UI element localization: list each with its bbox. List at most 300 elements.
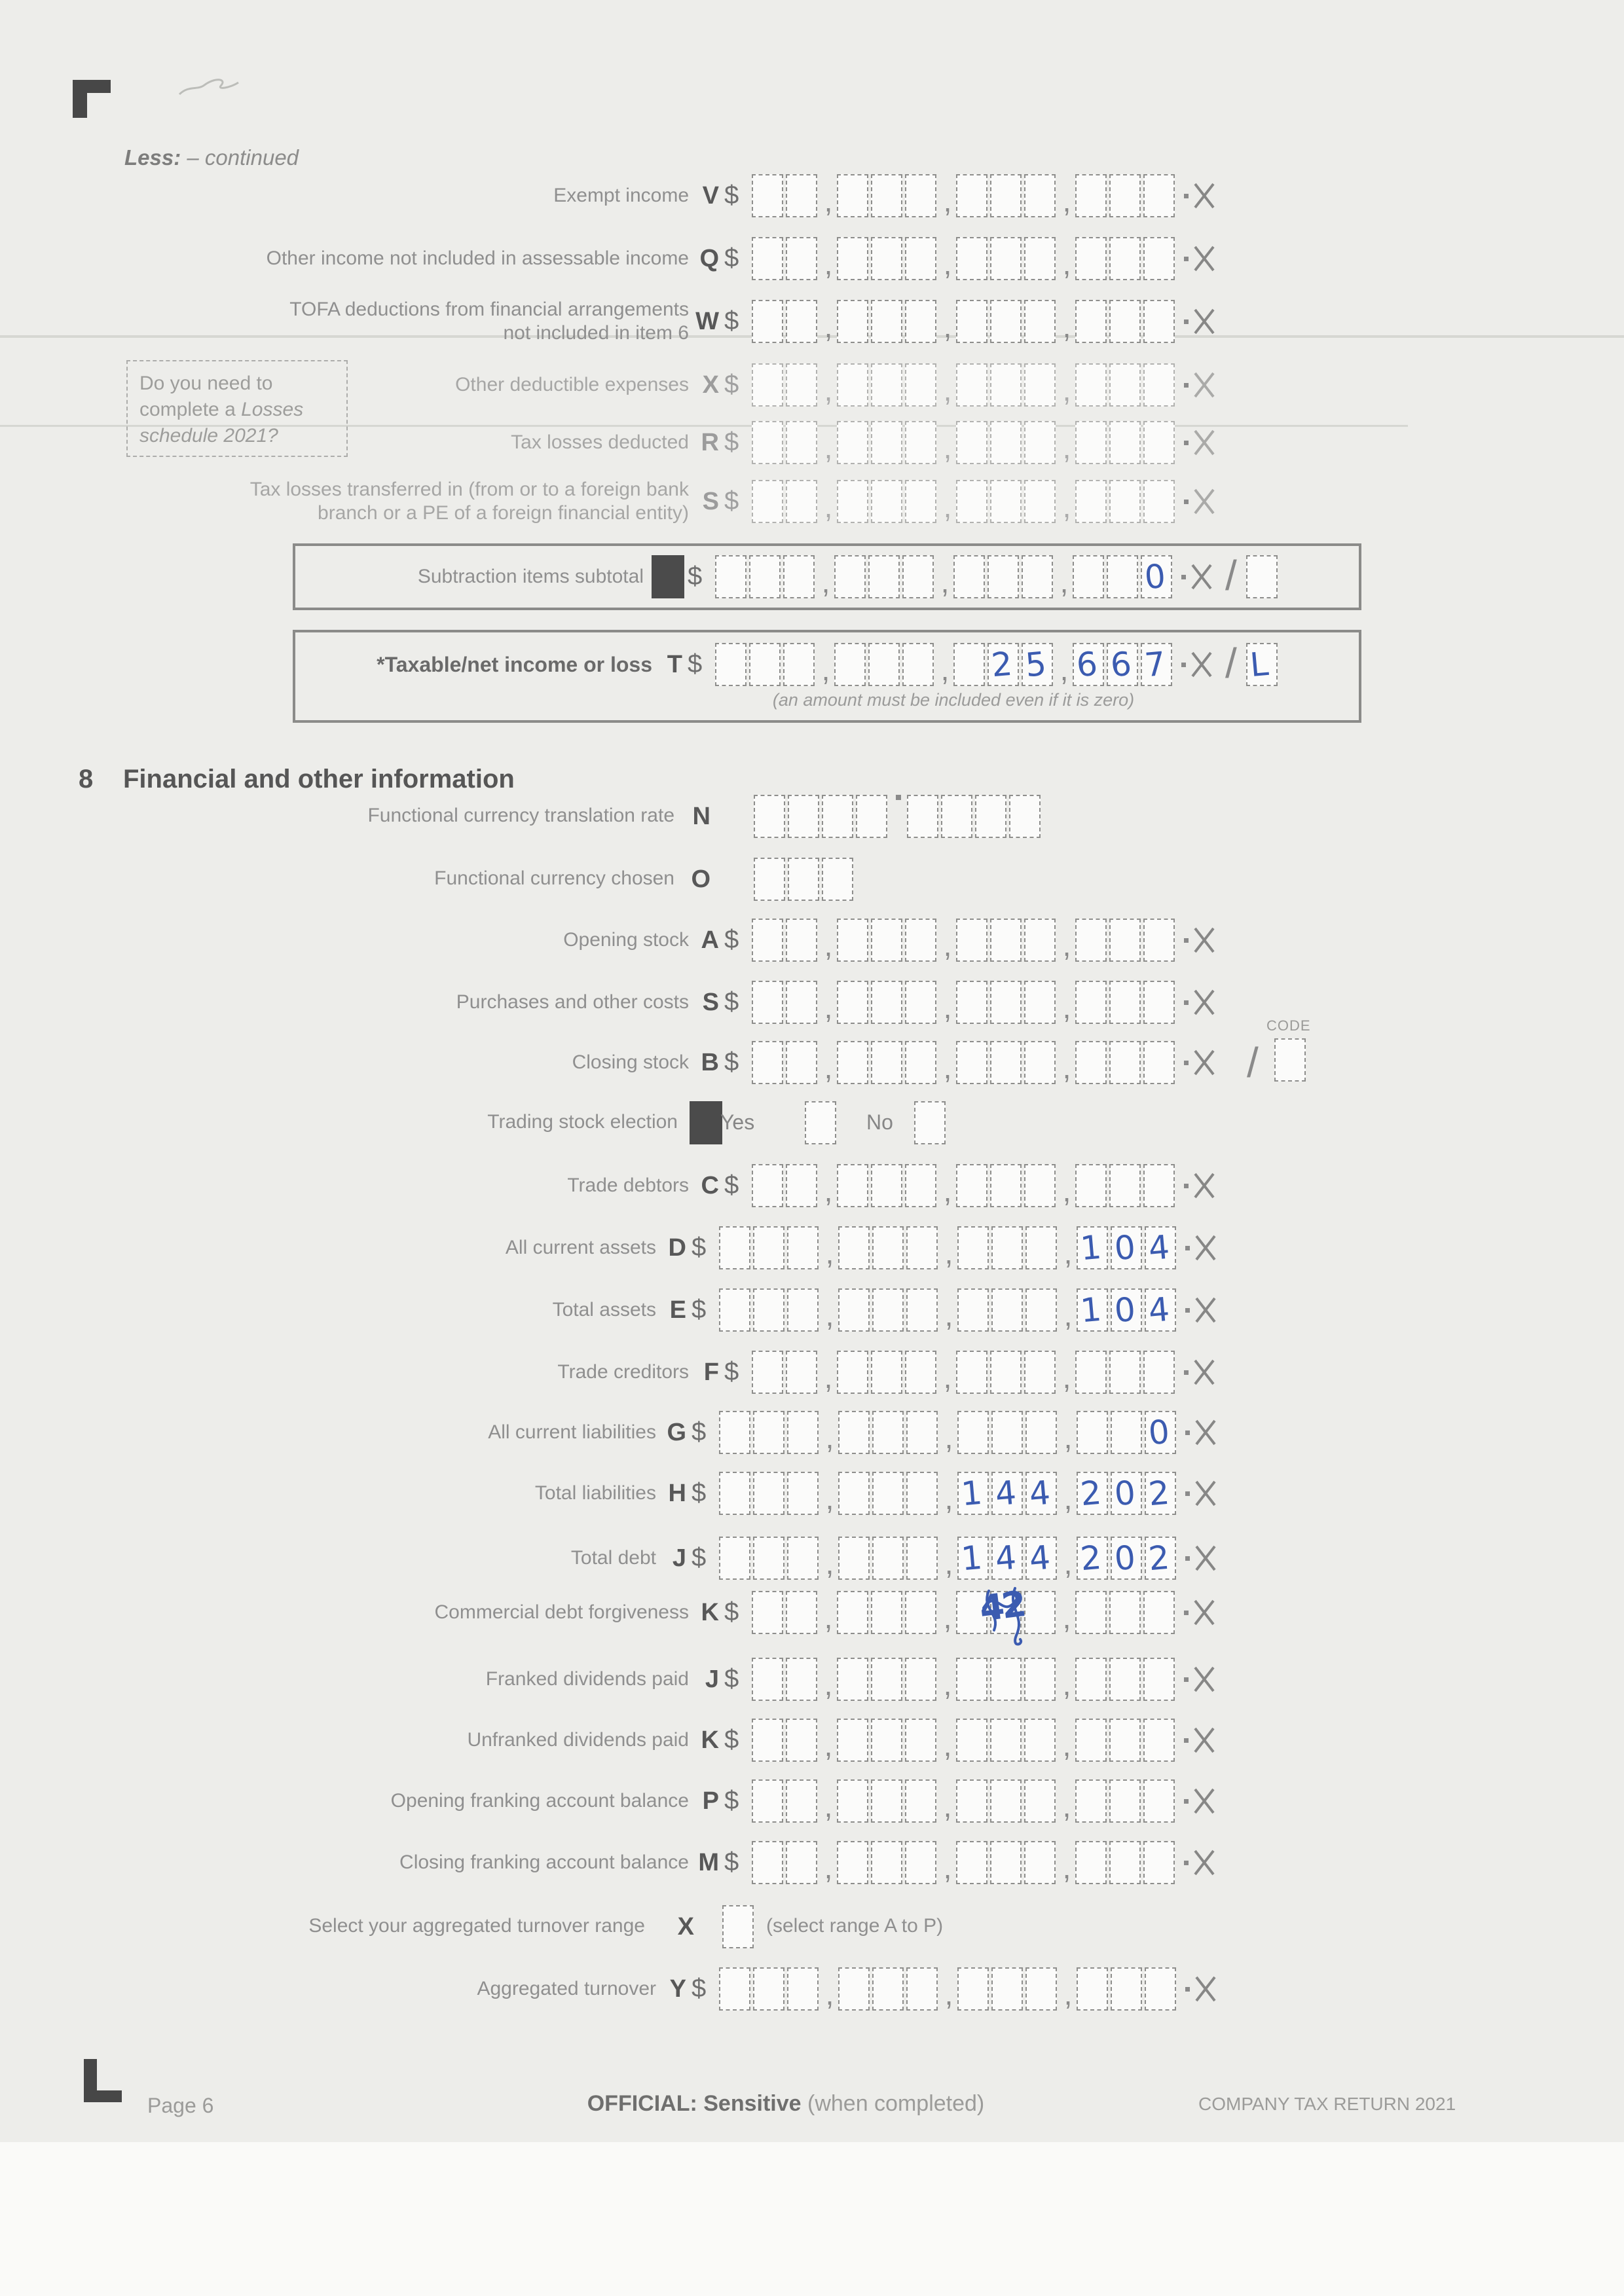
digit-box-subtotal[interactable]	[715, 555, 747, 598]
digit-box-J[interactable]	[1111, 1537, 1142, 1580]
digit-group	[957, 1226, 1060, 1269]
digit-box-K[interactable]	[1075, 1591, 1107, 1634]
digit-box-P[interactable]	[1024, 1779, 1056, 1823]
digit-box-W[interactable]	[956, 300, 987, 343]
digit-box-H[interactable]	[719, 1472, 750, 1515]
digit-box-J[interactable]	[838, 1537, 870, 1580]
digit-box-M[interactable]	[786, 1841, 817, 1884]
digit-box-Q[interactable]	[905, 237, 936, 280]
digit-box-S[interactable]	[871, 981, 902, 1024]
digit-box-M[interactable]	[871, 1841, 902, 1884]
digit-box-P[interactable]	[905, 1779, 936, 1823]
digit-box-R[interactable]	[905, 421, 936, 464]
digit-box-N[interactable]	[788, 795, 819, 838]
digit-box-H[interactable]	[838, 1472, 870, 1515]
digit-box-T[interactable]	[987, 643, 1019, 686]
digit-box-G[interactable]	[957, 1411, 989, 1454]
digit-box-S[interactable]	[1024, 981, 1056, 1024]
digit-box-J[interactable]	[1109, 1658, 1141, 1701]
digit-box-Q[interactable]	[871, 237, 902, 280]
digit-box-F[interactable]	[1109, 1351, 1141, 1394]
digit-box-C[interactable]	[752, 1164, 783, 1207]
digit-box-G[interactable]	[753, 1411, 784, 1454]
digit-box-K[interactable]	[786, 1719, 817, 1762]
yes-checkbox[interactable]	[805, 1101, 836, 1144]
digit-box-S[interactable]	[956, 981, 987, 1024]
digit-box-R[interactable]	[1109, 421, 1141, 464]
digit-box-D[interactable]	[838, 1226, 870, 1269]
digit-box-E[interactable]	[838, 1288, 870, 1332]
digit-box-J[interactable]	[906, 1537, 938, 1580]
digit-box-S[interactable]	[1143, 981, 1175, 1024]
digit-box-A[interactable]	[752, 919, 783, 962]
digit-box-T[interactable]	[1141, 643, 1172, 686]
digit-box-X[interactable]	[990, 363, 1022, 407]
digit-box-H[interactable]	[1145, 1472, 1176, 1515]
digit-box-K[interactable]	[1109, 1591, 1141, 1634]
digit-box-H[interactable]	[1077, 1472, 1108, 1515]
digit-box-A[interactable]	[1024, 919, 1056, 962]
digit-box-Y[interactable]	[906, 1967, 938, 2011]
digit-box-D[interactable]	[753, 1226, 784, 1269]
digit-box-V[interactable]	[752, 174, 783, 217]
digit-box-C[interactable]	[1143, 1164, 1175, 1207]
digit-box-F[interactable]	[786, 1351, 817, 1394]
digit-box-E[interactable]	[1025, 1288, 1057, 1332]
digit-box-J[interactable]	[752, 1658, 783, 1701]
digit-box-Y[interactable]	[872, 1967, 904, 2011]
digit-box-T[interactable]	[783, 643, 815, 686]
digit-box-S[interactable]	[1109, 981, 1141, 1024]
digit-box-V[interactable]	[1143, 174, 1175, 217]
digit-box-X[interactable]	[837, 363, 868, 407]
digit-box-K[interactable]	[752, 1591, 783, 1634]
digit-box-G[interactable]	[872, 1411, 904, 1454]
digit-box-B[interactable]	[1143, 1041, 1175, 1084]
digit-box-G[interactable]	[787, 1411, 819, 1454]
digit-box-V[interactable]	[1109, 174, 1141, 217]
digit-box-subtotal[interactable]	[868, 555, 900, 598]
digit-box-Q[interactable]	[1143, 237, 1175, 280]
digit-box-E[interactable]	[1111, 1288, 1142, 1332]
digit-box-subtotal[interactable]	[783, 555, 815, 598]
digit-box-B[interactable]	[786, 1041, 817, 1084]
digit-box-S[interactable]	[990, 981, 1022, 1024]
digit-box-E[interactable]	[719, 1288, 750, 1332]
stock-code-box[interactable]	[1274, 1038, 1306, 1082]
digit-box-J[interactable]	[787, 1537, 819, 1580]
digit-box-H[interactable]	[957, 1472, 989, 1515]
digit-box-J[interactable]	[1024, 1658, 1056, 1701]
digit-box-Q[interactable]	[956, 237, 987, 280]
digit-box-F[interactable]	[1024, 1351, 1056, 1394]
amount-boxes-V	[752, 174, 1216, 228]
digit-box-M[interactable]	[1075, 1841, 1107, 1884]
loss-code-box-T[interactable]	[1246, 643, 1278, 686]
digit-box-O[interactable]	[788, 858, 819, 901]
digit-box-M[interactable]	[837, 1841, 868, 1884]
digit-box-D[interactable]	[957, 1226, 989, 1269]
digit-box-subtotal[interactable]	[1141, 555, 1172, 598]
digit-box-V[interactable]	[905, 174, 936, 217]
digit-box-F[interactable]	[1143, 1351, 1175, 1394]
digit-box-S[interactable]	[752, 480, 783, 523]
digit-box-G[interactable]	[1145, 1411, 1176, 1454]
digit-box-S[interactable]	[837, 981, 868, 1024]
digit-box-F[interactable]	[837, 1351, 868, 1394]
digit-box-M[interactable]	[1143, 1841, 1175, 1884]
digit-box-P[interactable]	[1075, 1779, 1107, 1823]
digit-box-F[interactable]	[871, 1351, 902, 1394]
digit-box-R[interactable]	[752, 421, 783, 464]
digit-box-E[interactable]	[787, 1288, 819, 1332]
digit-box-A[interactable]	[905, 919, 936, 962]
digit-box-A[interactable]	[956, 919, 987, 962]
digit-box-V[interactable]	[837, 174, 868, 217]
digit-box-H[interactable]	[753, 1472, 784, 1515]
digit-box-J[interactable]	[1077, 1537, 1108, 1580]
digit-box-N[interactable]	[856, 795, 887, 838]
comma-separator: ,	[824, 310, 833, 344]
digit-box-K[interactable]	[1143, 1719, 1175, 1762]
digit-box-subtotal[interactable]	[749, 555, 781, 598]
digit-box-subtotal[interactable]	[834, 555, 866, 598]
field-row-D	[0, 1226, 1624, 1272]
digit-box-J[interactable]	[991, 1537, 1023, 1580]
digit-box-J[interactable]	[1145, 1537, 1176, 1580]
digit-box-B[interactable]	[752, 1041, 783, 1084]
digit-box-J[interactable]	[1143, 1658, 1175, 1701]
digit-box-X[interactable]	[905, 363, 936, 407]
digit-box-S[interactable]	[752, 981, 783, 1024]
digit-box-G[interactable]	[991, 1411, 1023, 1454]
digit-box-X[interactable]	[956, 363, 987, 407]
digit-box-W[interactable]	[905, 300, 936, 343]
digit-box-B[interactable]	[905, 1041, 936, 1084]
digit-box-G[interactable]	[838, 1411, 870, 1454]
digit-box-K[interactable]	[905, 1591, 936, 1634]
digit-box-C[interactable]	[990, 1164, 1022, 1207]
digit-box-S[interactable]	[956, 480, 987, 523]
digit-box-E[interactable]	[991, 1288, 1023, 1332]
digit-group	[837, 1841, 939, 1884]
digit-box-Q[interactable]	[786, 237, 817, 280]
digit-box-Y[interactable]	[1111, 1967, 1142, 2011]
digit-box-W[interactable]	[752, 300, 783, 343]
digit-box-C[interactable]	[871, 1164, 902, 1207]
digit-box-R[interactable]	[837, 421, 868, 464]
digit-box-J[interactable]	[719, 1537, 750, 1580]
digit-box-V[interactable]	[1024, 174, 1056, 217]
digit-box-S[interactable]	[905, 981, 936, 1024]
digit-box-E[interactable]	[957, 1288, 989, 1332]
digit-box-X[interactable]	[1109, 363, 1141, 407]
digit-box-T[interactable]	[953, 643, 985, 686]
digit-box-D[interactable]	[906, 1226, 938, 1269]
digit-box-M[interactable]	[752, 1841, 783, 1884]
digit-box-T[interactable]	[1107, 643, 1138, 686]
digit-box-C[interactable]	[786, 1164, 817, 1207]
digit-box-subtotal[interactable]	[1022, 555, 1053, 598]
digit-box-X[interactable]	[1075, 363, 1107, 407]
digit-box-K[interactable]	[1109, 1719, 1141, 1762]
digit-box-W[interactable]	[1075, 300, 1107, 343]
digit-box-K[interactable]	[871, 1591, 902, 1634]
digit-box-Y[interactable]	[1077, 1967, 1108, 2011]
digit-box-J[interactable]	[990, 1658, 1022, 1701]
yes-label: Yes	[720, 1110, 755, 1134]
digit-box-N[interactable]	[822, 795, 853, 838]
digit-box-D[interactable]	[787, 1226, 819, 1269]
digit-box-R[interactable]	[1075, 421, 1107, 464]
digit-box-O[interactable]	[822, 858, 853, 901]
digit-box-X[interactable]	[1143, 363, 1175, 407]
digit-box-V[interactable]	[956, 174, 987, 217]
digit-box-P[interactable]	[990, 1779, 1022, 1823]
digit-box-J[interactable]	[753, 1537, 784, 1580]
digit-box-S[interactable]	[1109, 480, 1141, 523]
digit-box-T[interactable]	[1073, 643, 1104, 686]
digit-box-S[interactable]	[1024, 480, 1056, 523]
digit-box-K[interactable]	[837, 1719, 868, 1762]
digit-box-K[interactable]	[1143, 1591, 1175, 1634]
digit-box-N[interactable]	[1009, 795, 1041, 838]
digit-box-O[interactable]	[754, 858, 785, 901]
digit-box-S[interactable]	[1075, 480, 1107, 523]
no-checkbox[interactable]	[914, 1101, 946, 1144]
digit-box-subtotal[interactable]	[1107, 555, 1138, 598]
digit-box-B[interactable]	[1109, 1041, 1141, 1084]
digit-box-J[interactable]	[1025, 1537, 1057, 1580]
digit-box-F[interactable]	[1075, 1351, 1107, 1394]
digit-group	[957, 1967, 1060, 2011]
digit-box-S[interactable]	[837, 480, 868, 523]
digit-box-K[interactable]	[871, 1719, 902, 1762]
digit-box-D[interactable]	[719, 1226, 750, 1269]
field-letter-S-9: S	[702, 989, 719, 1016]
digit-box-H[interactable]	[991, 1472, 1023, 1515]
digit-box-A[interactable]	[1075, 919, 1107, 962]
digit-box-A[interactable]	[1109, 919, 1141, 962]
digit-box-K[interactable]	[1024, 1719, 1056, 1762]
digit-box-V[interactable]	[786, 174, 817, 217]
digit-box-K[interactable]	[752, 1719, 783, 1762]
digit-box-Y[interactable]	[753, 1967, 784, 2011]
digit-box-P[interactable]	[752, 1779, 783, 1823]
digit-box-A[interactable]	[786, 919, 817, 962]
digit-box-K[interactable]	[837, 1591, 868, 1634]
digit-box-T[interactable]	[834, 643, 866, 686]
digit-box-E[interactable]	[753, 1288, 784, 1332]
digit-box-W[interactable]	[1143, 300, 1175, 343]
digit-box-subtotal[interactable]	[987, 555, 1019, 598]
digit-box-W[interactable]	[837, 300, 868, 343]
digit-box-C[interactable]	[1024, 1164, 1056, 1207]
digit-box-D[interactable]	[1077, 1226, 1108, 1269]
digit-box-M[interactable]	[905, 1841, 936, 1884]
digit-box-J[interactable]	[871, 1658, 902, 1701]
digit-box-B[interactable]	[871, 1041, 902, 1084]
digit-box-subtotal[interactable]	[1073, 555, 1104, 598]
digit-box-E[interactable]	[906, 1288, 938, 1332]
digit-box-K[interactable]	[956, 1719, 987, 1762]
digit-box-V[interactable]	[990, 174, 1022, 217]
digit-box-R[interactable]	[1143, 421, 1175, 464]
digit-box-C[interactable]	[956, 1164, 987, 1207]
digit-box-S[interactable]	[786, 981, 817, 1024]
digit-box-X[interactable]	[786, 363, 817, 407]
digit-box-K[interactable]	[905, 1719, 936, 1762]
digit-box-N[interactable]	[975, 795, 1006, 838]
digit-box-C[interactable]	[1075, 1164, 1107, 1207]
digit-box-V[interactable]	[1075, 174, 1107, 217]
comma-separator: ,	[821, 565, 830, 599]
digit-box-M[interactable]	[1109, 1841, 1141, 1884]
digit-box-Q[interactable]	[1109, 237, 1141, 280]
digit-box-W[interactable]	[786, 300, 817, 343]
digit-box-Q[interactable]	[990, 237, 1022, 280]
digit-box-N[interactable]	[907, 795, 938, 838]
digit-box-F[interactable]	[990, 1351, 1022, 1394]
digit-box-R[interactable]	[956, 421, 987, 464]
digit-box-G[interactable]	[1077, 1411, 1108, 1454]
digit-box-S[interactable]	[871, 480, 902, 523]
digit-box-G[interactable]	[906, 1411, 938, 1454]
digit-box-S[interactable]	[786, 480, 817, 523]
digit-box-K[interactable]	[786, 1591, 817, 1634]
digit-box-A[interactable]	[990, 919, 1022, 962]
digit-box-X[interactable]	[752, 363, 783, 407]
digit-box-H[interactable]	[1111, 1472, 1142, 1515]
digit-box-D[interactable]	[1111, 1226, 1142, 1269]
digit-box-S[interactable]	[990, 480, 1022, 523]
digit-box-P[interactable]	[837, 1779, 868, 1823]
digit-box-J[interactable]	[905, 1658, 936, 1701]
digit-box-K[interactable]	[990, 1719, 1022, 1762]
digit-box-V[interactable]	[871, 174, 902, 217]
digit-box-E[interactable]	[872, 1288, 904, 1332]
digit-box-M[interactable]	[956, 1841, 987, 1884]
digit-box-Y[interactable]	[991, 1967, 1023, 2011]
digit-box-J[interactable]	[837, 1658, 868, 1701]
digit-box-J[interactable]	[872, 1537, 904, 1580]
digit-box-Q[interactable]	[1024, 237, 1056, 280]
digit-box-X[interactable]	[1024, 363, 1056, 407]
digit-box-B[interactable]	[837, 1041, 868, 1084]
turnover-range-box[interactable]	[722, 1905, 754, 1948]
digit-box-G[interactable]	[1025, 1411, 1057, 1454]
digit-box-Y[interactable]	[719, 1967, 750, 2011]
digit-box-B[interactable]	[956, 1041, 987, 1084]
digit-box-A[interactable]	[1143, 919, 1175, 962]
digit-box-A[interactable]	[837, 919, 868, 962]
digit-box-R[interactable]	[990, 421, 1022, 464]
digit-box-Y[interactable]	[957, 1967, 989, 2011]
digit-box-Q[interactable]	[1075, 237, 1107, 280]
digit-box-P[interactable]	[1143, 1779, 1175, 1823]
digit-box-D[interactable]	[872, 1226, 904, 1269]
digit-box-R[interactable]	[871, 421, 902, 464]
digit-box-P[interactable]	[786, 1779, 817, 1823]
loss-code-box-subtotal[interactable]	[1246, 555, 1278, 598]
digit-box-C[interactable]	[905, 1164, 936, 1207]
digit-box-G[interactable]	[719, 1411, 750, 1454]
digit-box-J[interactable]	[956, 1658, 987, 1701]
digit-box-P[interactable]	[1109, 1779, 1141, 1823]
digit-box-W[interactable]	[871, 300, 902, 343]
digit-box-B[interactable]	[1075, 1041, 1107, 1084]
field-label	[0, 928, 689, 952]
digit-box-Y[interactable]	[787, 1967, 819, 2011]
digit-box-E[interactable]	[1145, 1288, 1176, 1332]
digit-box-D[interactable]	[1025, 1226, 1057, 1269]
digit-box-J[interactable]	[957, 1537, 989, 1580]
digit-box-M[interactable]	[990, 1841, 1022, 1884]
digit-box-R[interactable]	[786, 421, 817, 464]
digit-box-W[interactable]	[990, 300, 1022, 343]
digit-box-A[interactable]	[871, 919, 902, 962]
digit-box-S[interactable]	[1143, 480, 1175, 523]
digit-box-X[interactable]	[871, 363, 902, 407]
digit-box-D[interactable]	[1145, 1226, 1176, 1269]
digit-box-H[interactable]	[872, 1472, 904, 1515]
digit-box-B[interactable]	[1024, 1041, 1056, 1084]
digit-box-N[interactable]	[754, 795, 785, 838]
digit-box-H[interactable]	[906, 1472, 938, 1515]
digit-box-D[interactable]	[991, 1226, 1023, 1269]
digit-box-J[interactable]	[1075, 1658, 1107, 1701]
digit-box-T[interactable]	[868, 643, 900, 686]
digit-box-Y[interactable]	[1025, 1967, 1057, 2011]
digit-box-N[interactable]	[941, 795, 972, 838]
digit-box-Q[interactable]	[752, 237, 783, 280]
digit-box-W[interactable]	[1109, 300, 1141, 343]
digit-box-J[interactable]	[786, 1658, 817, 1701]
digit-box-S[interactable]	[905, 480, 936, 523]
digit-box-H[interactable]	[787, 1472, 819, 1515]
digit-box-M[interactable]	[1024, 1841, 1056, 1884]
digit-box-T[interactable]	[1022, 643, 1053, 686]
digit-box-F[interactable]	[752, 1351, 783, 1394]
no-cents-x-icon	[1185, 1537, 1217, 1580]
digit-box-T[interactable]	[749, 643, 781, 686]
digit-box-G[interactable]	[1111, 1411, 1142, 1454]
comma-separator: ,	[943, 1051, 952, 1085]
digit-box-E[interactable]	[1077, 1288, 1108, 1332]
digit-box-subtotal[interactable]	[953, 555, 985, 598]
digit-box-S[interactable]	[1075, 981, 1107, 1024]
digit-box-C[interactable]	[837, 1164, 868, 1207]
digit-box-T[interactable]	[902, 643, 934, 686]
digit-box-C[interactable]	[1109, 1164, 1141, 1207]
digit-box-H[interactable]	[1025, 1472, 1057, 1515]
digit-box-B[interactable]	[990, 1041, 1022, 1084]
no-cents-x-icon	[1185, 1472, 1217, 1515]
digit-box-K[interactable]	[1075, 1719, 1107, 1762]
digit-box-R[interactable]	[1024, 421, 1056, 464]
digit-box-F[interactable]	[905, 1351, 936, 1394]
comma-separator: ,	[1060, 653, 1069, 687]
digit-box-Y[interactable]	[1145, 1967, 1176, 2011]
digit-box-P[interactable]	[871, 1779, 902, 1823]
digit-box-P[interactable]	[956, 1779, 987, 1823]
digit-box-F[interactable]	[956, 1351, 987, 1394]
digit-box-T[interactable]	[715, 643, 747, 686]
digit-box-Y[interactable]	[838, 1967, 870, 2011]
digit-box-W[interactable]	[1024, 300, 1056, 343]
digit-box-subtotal[interactable]	[902, 555, 934, 598]
digit-box-Q[interactable]	[837, 237, 868, 280]
